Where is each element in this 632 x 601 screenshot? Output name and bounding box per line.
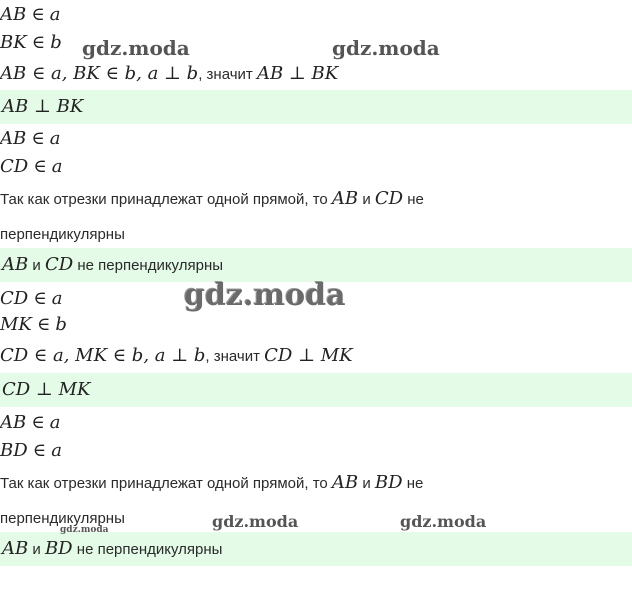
math-ab: AB <box>331 472 359 493</box>
text-ne: не <box>402 475 424 492</box>
math-a: a <box>51 440 62 461</box>
watermark: gdz.moda <box>212 512 299 531</box>
math-cd: CD <box>0 288 29 309</box>
statement-ab-in-a <box>0 4 60 25</box>
statement-cd-in-a-3 <box>0 288 62 309</box>
statement-bd-in-a <box>0 440 62 461</box>
text-and: и <box>28 541 45 558</box>
text-and: и <box>358 191 375 208</box>
math-condition: AB ∈ a, BK ∈ b, a ⊥ b <box>0 63 199 84</box>
statement-bk-in-b <box>0 32 62 53</box>
math-ab: AB <box>2 254 29 275</box>
math-bk: BK <box>0 32 27 53</box>
math-in: ∈ <box>31 4 45 25</box>
statement-ab-in-a-4 <box>0 412 60 433</box>
math-in: ∈ <box>33 156 47 177</box>
math-result: CD ⊥ MK <box>264 345 353 366</box>
watermark: gdz.moda <box>82 36 190 60</box>
statement-ab-in-a-2 <box>0 128 60 149</box>
text-and: и <box>28 257 45 274</box>
explanation-line-2 <box>0 188 424 209</box>
watermark: gdz.moda <box>332 36 440 60</box>
answer-band-1 <box>0 90 632 124</box>
answer-band-3 <box>0 373 632 407</box>
text-perpendicular: перпендикулярны <box>0 510 125 527</box>
math-in: ∈ <box>36 314 51 335</box>
math-in: ∈ <box>31 412 45 433</box>
math-bd: BD <box>44 538 73 559</box>
conclusion-line-3 <box>0 345 353 366</box>
math-a: a <box>49 128 61 149</box>
math-b: b <box>55 314 67 335</box>
math-cd: CD <box>374 188 404 209</box>
math-condition: CD ∈ a, MK ∈ b, a ⊥ b <box>0 345 206 366</box>
explanation-line-4 <box>0 472 423 493</box>
text-znachit: , значит <box>198 66 257 83</box>
math-mk: MK <box>0 314 32 335</box>
math-b: b <box>50 32 62 53</box>
explanation-line-2b <box>0 224 125 243</box>
math-in: ∈ <box>33 288 47 309</box>
watermark: gdz.moda <box>184 278 346 313</box>
text-and: и <box>358 475 375 492</box>
watermark: gdz.moda <box>60 525 109 535</box>
watermark: gdz.moda <box>400 512 487 531</box>
math-result: AB ⊥ BK <box>256 63 339 84</box>
math-ab: AB <box>0 4 27 25</box>
text-explanation: Так как отрезки принадлежат одной прямой, то <box>0 191 332 208</box>
statement-cd-in-a <box>0 156 62 177</box>
text-explanation: Так как отрезки принадлежат одной прямой, то <box>0 475 332 492</box>
math-cd: CD <box>0 156 29 177</box>
math-in: ∈ <box>31 128 45 149</box>
math-in: ∈ <box>31 32 46 53</box>
math-ab: AB <box>0 128 27 149</box>
math-cd: CD <box>44 254 74 275</box>
math-ab: AB <box>0 412 27 433</box>
answer-text-2: не перпендикулярны <box>73 257 224 274</box>
math-a: a <box>51 288 63 309</box>
answer-text-4: не перпендикулярны <box>72 541 223 558</box>
math-ab: AB <box>2 538 29 559</box>
text-perpendicular: перпендикулярны <box>0 226 125 243</box>
statement-mk-in-b <box>0 314 67 335</box>
math-bd: BD <box>0 440 28 461</box>
text-ne: не <box>403 191 424 208</box>
answer-text-3: CD ⊥ MK <box>2 379 91 400</box>
answer-band-4 <box>0 532 632 566</box>
math-a: a <box>49 4 61 25</box>
math-bd: BD <box>374 472 403 493</box>
math-ab: AB <box>331 188 359 209</box>
answer-band-2 <box>0 248 632 282</box>
math-a: a <box>51 156 63 177</box>
math-in: ∈ <box>32 440 47 461</box>
text-znachit: , значит <box>205 348 265 365</box>
math-a: a <box>49 412 61 433</box>
answer-text-1: AB ⊥ BK <box>2 96 84 117</box>
conclusion-line-1 <box>0 63 338 84</box>
